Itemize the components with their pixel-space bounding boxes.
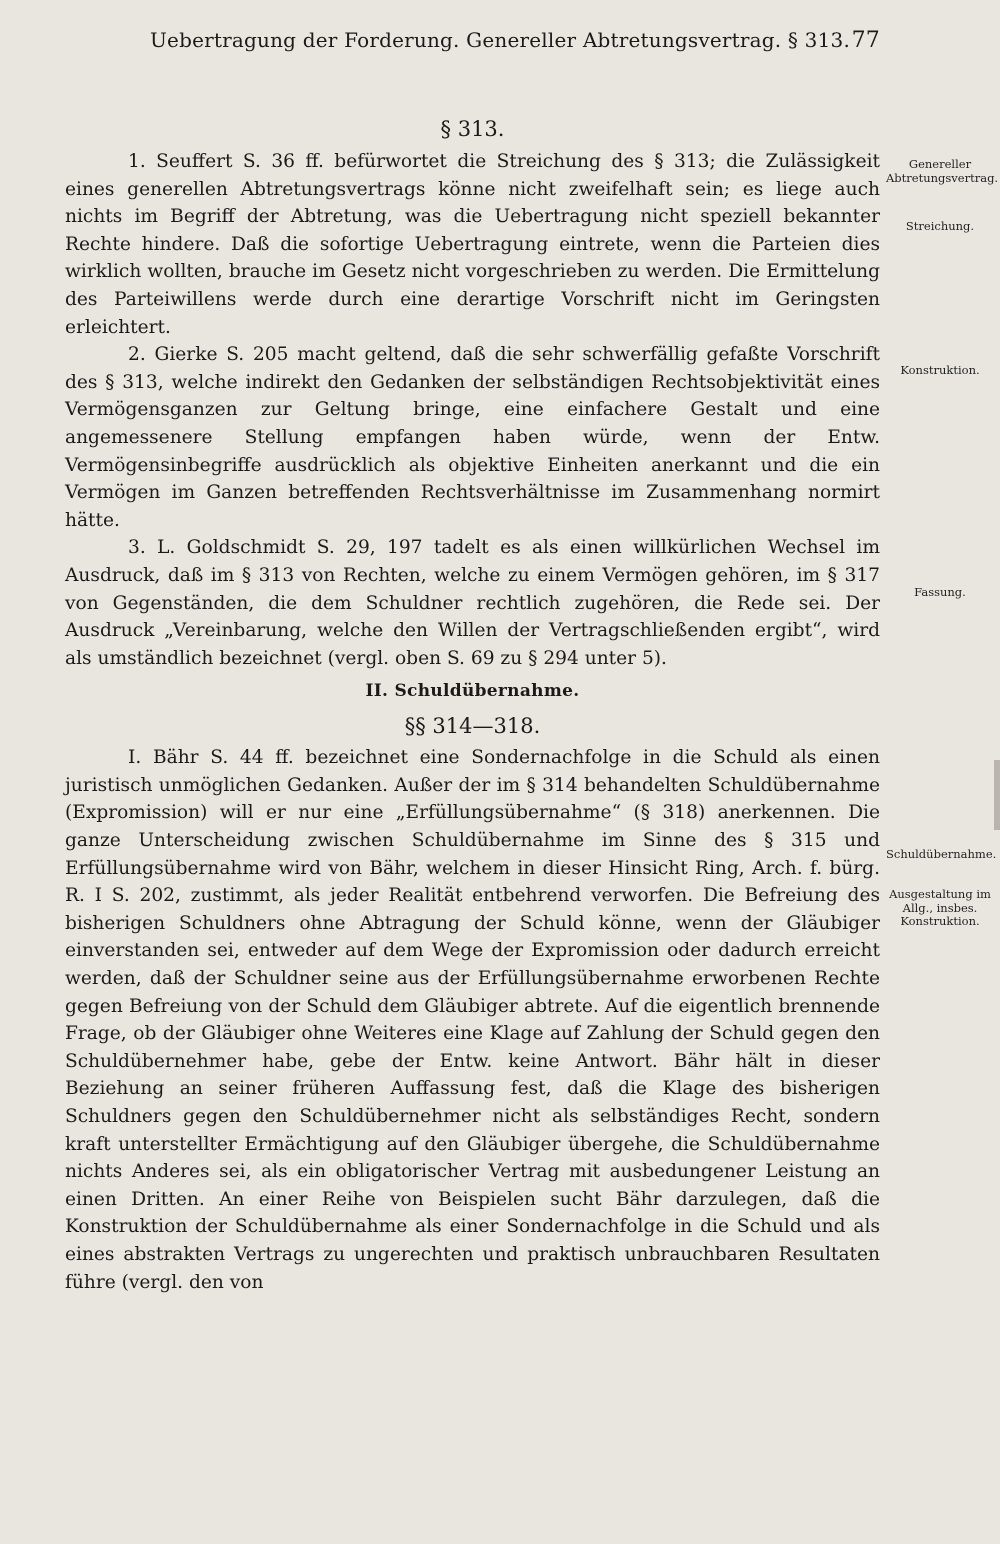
section-313-heading: § 313. <box>440 117 505 141</box>
main-text-column <box>65 110 880 1296</box>
margin-note-fassung: Fassung. <box>914 585 966 599</box>
margin-note-streichung: Streichung. <box>905 219 975 233</box>
paragraph-seuffert: 1. Seuffert S. 36 ff. befürwortet die Streichung des § 313; die Zulässigkeit eines generellen Abtretungsvertrags könne nicht zweifelhaft sein; es liege auch nichts im Begriff der Abtretung, was die Uebertragung nicht speziell bekannter Rechte hindere. Daß die sofortige Uebertragung eintrete, wenn die Parteien dies wirklich wollten, brauche im Gesetz nicht vorgeschrieben zu werden. Die Ermittelung des Parteiwillens werde durch eine derartige Vorschrift nicht im Geringsten erleichtert. <box>65 151 880 338</box>
chapter-heading-schuldubernahme: II. Schuldübernahme. <box>365 681 580 702</box>
margin-note-konstruktion: Konstruktion. <box>900 363 980 377</box>
section-314-318-heading: §§ 314—318. <box>404 714 541 739</box>
page-number: 77 <box>851 28 880 53</box>
margin-note-abtretungsvertrag: Genereller Abtretungsvertrag. <box>886 157 999 185</box>
paragraph-bahr: I. Bähr S. 44 ff. bezeichnet eine Sondernachfolge in die Schuld als einen juristisch unmöglichen Gedanken. Außer der im § 314 behandelten Schuldübernahme (Expromission) will er nur eine „Erfüllungsübernahme“ (§ 318) anerkennen. Die ganze Unterscheidung zwischen Schuldübernahme im Sinne des § 315 und Erfüllungsübernahme wird von Bähr, welchem in dieser Hinsicht Ring, Arch. f. bürg. R. I S. 202, zustimmt, als jeder Realität entbehrend verworfen. Die Befreiung des bisherigen Schuldners ohne Abtragung der Schuld könne, wenn der Gläubiger einverstanden sei, entweder auf dem Wege der Expromission oder dadurch erreicht werden, daß der Schuldner seine aus der Erfüllungsübernahme erworbenen Rechte gegen Befreiung von der Schuld dem Gläubiger abtrete. Auf die eigentlich brennende Frage, ob der Gläubiger ohne Weiteres eine Klage auf Zahlung der Schuld gegen den Schuldübernehmer habe, gebe der Entw. keine Antwort. Bähr hält in dieser Beziehung an seiner früheren Auffassung fest, daß die Klage des bisherigen Schuldners gegen den Schuldübernehmer nicht als selbständiges Recht, sondern kraft unterstellter Ermächtigung auf den Gläubiger übergehe, die Schuldübernahme nichts Anderes sei, als ein obligatorischer Vertrag mit ausbedungener Leistung an einen Dritten. An einer Reihe von Beispielen sucht Bähr darzulegen, daß die Konstruktion der Schuldübernahme als einer Sondernachfolge in die Schuld und als eines abstrakten Vertrags zu ungerechten und praktisch unbrauchbaren Resultaten führe (vergl. den von <box>65 747 880 1293</box>
running-head-title: Uebertragung der Forderung. Genereller Abtretungsvertrag. § 313. <box>150 28 850 52</box>
page-edge-shadow <box>994 760 1000 830</box>
paragraph-gierke: 2. Gierke S. 205 macht geltend, daß die sehr schwerfällig gefaßte Vorschrift des § 313, welche indirekt den Gedanken der selbständigen Rechtsobjektivität eines Vermögensganzen zur Geltung bringe, eine einfachere Gestalt und eine angemessenere Stellung empfangen haben würde, wenn der Entw. Vermögensinbegriffe ausdrücklich als objektive Einheiten anerkannt und die ein Vermögen im Ganzen betreffenden Rechtsverhältnisse im Zusammenhang normirt hätte. <box>65 344 880 531</box>
margin-note-schuldubernahme: Schuldübernahme. <box>886 847 997 861</box>
running-header <box>150 28 880 60</box>
margin-note-ausgestaltung: Ausgestaltung im Allg., insbes. Konstruktion. <box>889 887 991 928</box>
paragraph-goldschmidt: 3. L. Goldschmidt S. 29, 197 tadelt es als einen willkürlichen Wechsel im Ausdruck, daß im § 313 von Rechten, welche zu einem Vermögen gehören, im § 317 von Gegenständen, die dem Schuldner rechtlich zugehören, die Rede sei. Der Ausdruck „Vereinbarung, welche den Willen der Vertragschließenden ergibt“, wird als umständlich bezeichnet (vergl. oben S. 69 zu § 294 unter 5). <box>65 537 880 669</box>
